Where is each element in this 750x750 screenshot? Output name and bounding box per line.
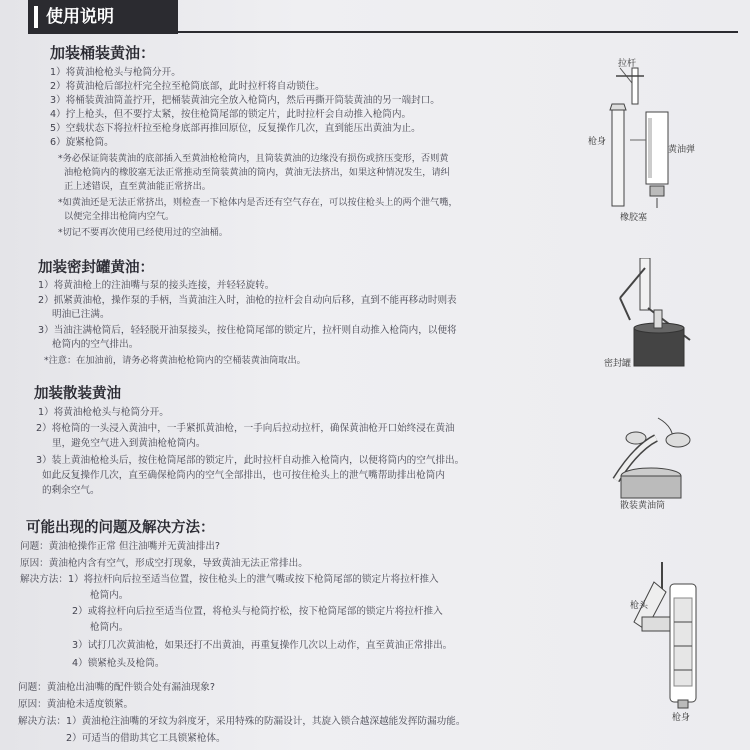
s1-line: 2）将黄油枪后部拉杆完全拉至枪筒底部，此时拉杆将自动锁住。: [50, 81, 325, 92]
s4-line: 枪筒内。: [90, 590, 129, 601]
s4-line: 问题：黄油枪操作正常 但注油嘴并无黄油排出?: [20, 541, 221, 552]
section3-title: 加装散装黄油: [34, 386, 121, 402]
s4-line: 解决方法：1）黄油枪注油嘴的牙纹为斜度牙，采用特殊的防漏设计，其旋入锁合越深越能发挥防漏功能。: [18, 716, 466, 727]
s2-line: 1）将黄油枪上的注油嘴与泵的接头连接，并轻轻旋转。: [38, 280, 275, 291]
s3-line: 的剩余空气。: [42, 485, 100, 496]
s2-line: 明油已注满。: [52, 309, 110, 320]
s3-line: 1）将黄油枪枪头与枪筒分开。: [38, 407, 169, 418]
s3-line: 3）装上黄油枪枪头后，按住枪筒尾部的锁定片，此时拉杆自动推入枪筒内，以便将筒内的空气排出。: [36, 455, 465, 466]
label-sealed-can: 密封罐: [604, 359, 632, 369]
page-title-banner: [28, 0, 178, 34]
s3-line: 如此反复操作几次，直至确保枪筒内的空气全部排出，也可按住枪头上的泄气嘴帮助排出枪筒内: [42, 470, 445, 481]
label-rubber-plug: 橡胶塞: [620, 213, 648, 223]
s3-line: 里，避免空气进入到黄油枪枪筒内。: [52, 438, 206, 449]
s4-line: 4）锁紧枪头及枪筒。: [72, 658, 165, 669]
s1-note: 正上述错误，直至黄油能正常挤出。: [64, 181, 211, 192]
section4-title: 可能出现的问题及解决方法：: [26, 520, 215, 536]
s2-line: 2）抓紧黄油枪，操作泵的手柄，当黄油注入时，油枪的拉杆会自动向后移，直到不能再移动时则表: [38, 295, 457, 306]
s1-line: 1）将黄油枪枪头与枪筒分开。: [50, 67, 181, 78]
section2-title: 加装密封罐黄油：: [38, 260, 154, 276]
s4-line: 枪筒内。: [90, 622, 129, 633]
s1-line: 5）空载状态下将拉杆拉至枪身底部再推回原位，反复操作几次，直到能压出黄油为止。: [50, 123, 421, 134]
s2-note: *注意：在加油前，请务必将黄油枪枪筒内的空桶装黄油筒取出。: [44, 355, 306, 366]
label-gun-body: 枪身: [588, 137, 607, 147]
s3-line: 2）将枪筒的一头浸入黄油中，一手紧抓黄油枪，一手向后拉动拉杆，确保黄油枪开口始终浸在黄油: [36, 423, 455, 434]
s4-line: 问题：黄油枪出油嘴的配件锁合处有漏油现象?: [18, 682, 215, 693]
section1-title: 加装桶装黄油：: [50, 44, 156, 62]
label-grease-cartridge: 黄油弹: [668, 145, 696, 155]
s4-line: 解决方法：1）将拉杆向后拉至适当位置，按住枪头上的泄气嘴或按下枪筒尾部的锁定片将拉杆推入: [20, 574, 439, 585]
title-rule: [178, 31, 738, 33]
s1-note: 油枪枪筒内的橡胶塞无法正常推动至筒装黄油的筒内，黄油无法挤出，如果这种情况发生，请纠: [64, 167, 450, 178]
s2-line: 枪筒内的空气排出。: [52, 339, 139, 350]
s1-note: *如黄油还是无法正常挤出，则检查一下枪体内是否还有空气存在，可以按住枪头上的两个泄气嘴，: [58, 197, 458, 208]
s4-line: 原因：黄油枪内含有空气，形成空打现象，导致黄油无法正常排出。: [20, 558, 308, 569]
figure-sealed-can: [600, 258, 700, 370]
figure-bulk-grease: [596, 408, 706, 504]
s2-line: 3）当油注满枪筒后，轻轻脱开油泵接头，按住枪筒尾部的锁定片，拉杆则自动推入枪筒内，以便将: [38, 325, 457, 336]
page-title: 使用说明: [46, 7, 114, 27]
figure-grease-gun: [624, 562, 714, 712]
label-gun-body-2: 枪身: [672, 713, 691, 723]
s1-note: 以便完全排出枪筒内空气。: [64, 211, 175, 222]
label-pull-rod: 拉杆: [618, 59, 637, 69]
s1-line: 4）拧上枪头，但不要拧太紧，按住枪筒尾部的锁定片，此时拉杆会自动推入枪筒内。: [50, 109, 412, 120]
label-bulk-grease: 散装黄油筒: [620, 501, 666, 511]
s4-line: 2）或将拉杆向后拉至适当位置，将枪头与枪筒拧松，按下枪筒尾部的锁定片将拉杆推入: [72, 606, 443, 617]
s4-line: 3）试打几次黄油枪，如果还打不出黄油，再重复操作几次以上动作，直至黄油正常排出。: [72, 640, 453, 651]
s4-line: 2）可适当的借助其它工具锁紧枪体。: [66, 733, 226, 744]
s1-note: *务必保证筒装黄油的底部插入至黄油枪枪筒内，且筒装黄油的边缘没有损伤或挤压变形，否则黄: [58, 153, 449, 164]
s1-line: 3）将桶装黄油筒盖拧开，把桶装黄油完全放入枪筒内，然后再撕开筒装黄油的另一端封口。: [50, 95, 440, 106]
s4-line: 原因：黄油枪未适度锁紧。: [18, 699, 134, 710]
s1-note: *切记不要再次使用已经使用过的空油桶。: [58, 227, 228, 238]
label-gun-head: 枪头: [630, 601, 649, 611]
s1-line: 6）旋紧枪筒。: [50, 137, 114, 148]
